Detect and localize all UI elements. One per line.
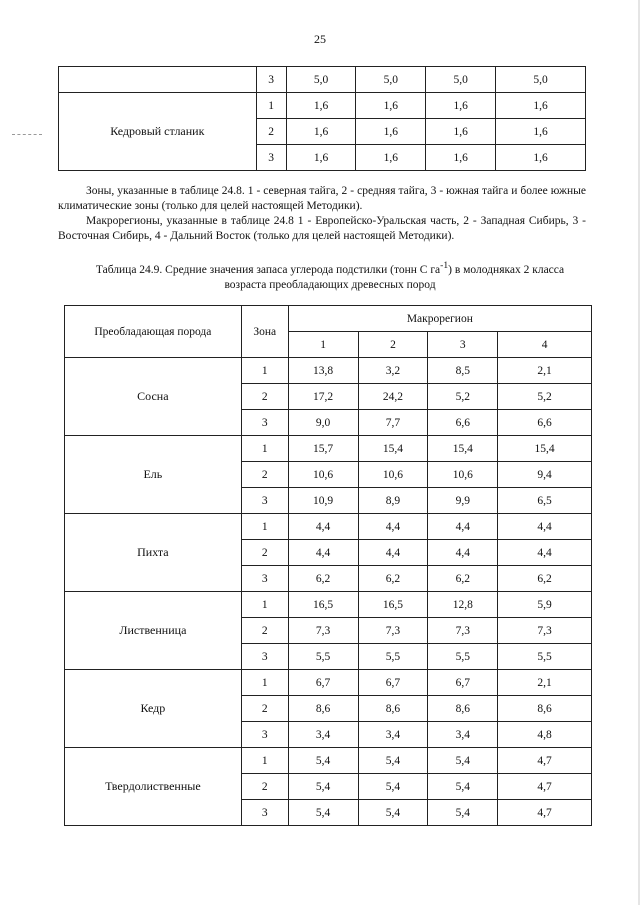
value-cell: 15,7 bbox=[288, 436, 358, 462]
value-cell: 1,6 bbox=[356, 93, 426, 119]
value-cell: 1,6 bbox=[496, 93, 586, 119]
value-cell: 15,4 bbox=[428, 436, 498, 462]
scan-mark bbox=[12, 134, 42, 135]
zone-cell: 1 bbox=[241, 358, 288, 384]
table-row bbox=[65, 670, 592, 696]
carryover-table-body bbox=[59, 67, 586, 171]
empty-cell bbox=[59, 67, 257, 93]
value-cell: 16,5 bbox=[288, 592, 358, 618]
species-cell: Ель bbox=[65, 436, 242, 514]
value-cell: 7,7 bbox=[358, 410, 428, 436]
value-cell: 4,4 bbox=[288, 540, 358, 566]
table-row bbox=[65, 748, 592, 774]
value-cell: 3,4 bbox=[358, 722, 428, 748]
value-cell: 5,5 bbox=[358, 644, 428, 670]
table-row bbox=[59, 67, 586, 93]
value-cell: 10,6 bbox=[358, 462, 428, 488]
value-cell: 3,2 bbox=[358, 358, 428, 384]
value-cell: 5,0 bbox=[356, 67, 426, 93]
value-cell: 6,7 bbox=[428, 670, 498, 696]
caption-unit-exponent: -1 bbox=[440, 260, 449, 271]
page-number: 25 bbox=[314, 32, 326, 46]
zone-cell: 3 bbox=[256, 145, 286, 171]
value-cell: 4,8 bbox=[498, 722, 592, 748]
value-cell: 1,6 bbox=[286, 93, 356, 119]
header-species: Преобладающая порода bbox=[65, 306, 242, 358]
value-cell: 1,6 bbox=[356, 119, 426, 145]
value-cell: 4,7 bbox=[498, 774, 592, 800]
value-cell: 16,5 bbox=[358, 592, 428, 618]
value-cell: 10,6 bbox=[288, 462, 358, 488]
value-cell: 1,6 bbox=[286, 119, 356, 145]
value-cell: 8,6 bbox=[288, 696, 358, 722]
zone-cell: 2 bbox=[241, 384, 288, 410]
value-cell: 8,6 bbox=[498, 696, 592, 722]
value-cell: 1,6 bbox=[496, 145, 586, 171]
species-cell: Кедр bbox=[65, 670, 242, 748]
value-cell: 1,6 bbox=[496, 119, 586, 145]
table-caption bbox=[80, 258, 580, 293]
value-cell: 5,5 bbox=[428, 644, 498, 670]
zone-cell: 1 bbox=[241, 436, 288, 462]
value-cell: 8,5 bbox=[428, 358, 498, 384]
value-cell: 6,7 bbox=[358, 670, 428, 696]
caption-text-end: ) в молодняках 2 класса возраста преобладающих древесных пород bbox=[224, 263, 565, 291]
zone-cell: 3 bbox=[256, 67, 286, 93]
value-cell: 1,6 bbox=[426, 119, 496, 145]
value-cell: 2,1 bbox=[498, 670, 592, 696]
zone-cell: 3 bbox=[241, 800, 288, 826]
value-cell: 7,3 bbox=[288, 618, 358, 644]
value-cell: 7,3 bbox=[428, 618, 498, 644]
value-cell: 6,2 bbox=[288, 566, 358, 592]
value-cell: 5,5 bbox=[498, 644, 592, 670]
header-macroregion: Макрорегион bbox=[288, 306, 591, 332]
carryover-table bbox=[58, 66, 586, 171]
zone-cell: 1 bbox=[256, 93, 286, 119]
value-cell: 6,2 bbox=[428, 566, 498, 592]
species-cell: Сосна bbox=[65, 358, 242, 436]
value-cell: 4,4 bbox=[498, 540, 592, 566]
value-cell: 4,4 bbox=[288, 514, 358, 540]
zone-cell: 3 bbox=[241, 722, 288, 748]
value-cell: 3,4 bbox=[288, 722, 358, 748]
value-cell: 8,6 bbox=[358, 696, 428, 722]
value-cell: 1,6 bbox=[356, 145, 426, 171]
value-cell: 1,6 bbox=[426, 145, 496, 171]
header-region-3: 3 bbox=[428, 332, 498, 358]
value-cell: 5,4 bbox=[428, 774, 498, 800]
zone-cell: 3 bbox=[241, 488, 288, 514]
zone-cell: 3 bbox=[241, 644, 288, 670]
zone-cell: 1 bbox=[241, 514, 288, 540]
value-cell: 24,2 bbox=[358, 384, 428, 410]
value-cell: 5,4 bbox=[288, 800, 358, 826]
value-cell: 5,4 bbox=[358, 774, 428, 800]
value-cell: 6,7 bbox=[288, 670, 358, 696]
value-cell: 7,3 bbox=[498, 618, 592, 644]
value-cell: 5,0 bbox=[426, 67, 496, 93]
value-cell: 15,4 bbox=[498, 436, 592, 462]
value-cell: 2,1 bbox=[498, 358, 592, 384]
caption-text-start: Таблица 24.9. Средние значения запаса углерода подстилки (тонн С га bbox=[95, 263, 441, 276]
zone-cell: 2 bbox=[241, 618, 288, 644]
value-cell: 5,4 bbox=[358, 800, 428, 826]
value-cell: 4,4 bbox=[358, 540, 428, 566]
macroregions-note: Макрорегионы, указанные в таблице 24.8 1 - Европейско-Уральская часть, 2 - Западная Сибирь, 3 - Восточная Сибирь, 4 - Дальний Восток (только для целей настоящей Методики). bbox=[58, 215, 586, 242]
species-cell: Пихта bbox=[65, 514, 242, 592]
value-cell: 10,6 bbox=[428, 462, 498, 488]
value-cell: 1,6 bbox=[286, 145, 356, 171]
zone-cell: 1 bbox=[241, 748, 288, 774]
value-cell: 5,4 bbox=[428, 748, 498, 774]
value-cell: 5,4 bbox=[358, 748, 428, 774]
value-cell: 12,8 bbox=[428, 592, 498, 618]
value-cell: 9,0 bbox=[288, 410, 358, 436]
value-cell: 9,4 bbox=[498, 462, 592, 488]
value-cell: 4,4 bbox=[428, 514, 498, 540]
value-cell: 1,6 bbox=[426, 93, 496, 119]
value-cell: 4,7 bbox=[498, 800, 592, 826]
zone-cell: 2 bbox=[256, 119, 286, 145]
header-region-4: 4 bbox=[498, 332, 592, 358]
value-cell: 6,6 bbox=[428, 410, 498, 436]
value-cell: 15,4 bbox=[358, 436, 428, 462]
zone-cell: 2 bbox=[241, 774, 288, 800]
value-cell: 4,7 bbox=[498, 748, 592, 774]
value-cell: 6,2 bbox=[358, 566, 428, 592]
litter-carbon-table bbox=[64, 305, 592, 826]
species-cell: Твердолиственные bbox=[65, 748, 242, 826]
value-cell: 10,9 bbox=[288, 488, 358, 514]
zone-cell: 2 bbox=[241, 696, 288, 722]
header-region-2: 2 bbox=[358, 332, 428, 358]
species-cell: Кедровый стланик bbox=[59, 93, 257, 171]
value-cell: 17,2 bbox=[288, 384, 358, 410]
litter-carbon-table-body bbox=[65, 358, 592, 826]
value-cell: 8,9 bbox=[358, 488, 428, 514]
value-cell: 6,2 bbox=[498, 566, 592, 592]
zone-cell: 1 bbox=[241, 592, 288, 618]
value-cell: 5,4 bbox=[288, 774, 358, 800]
value-cell: 4,4 bbox=[428, 540, 498, 566]
value-cell: 7,3 bbox=[358, 618, 428, 644]
zone-cell: 2 bbox=[241, 540, 288, 566]
header-zone: Зона bbox=[241, 306, 288, 358]
zones-note: Зоны, указанные в таблице 24.8. 1 - северная тайга, 2 - средняя тайга, 3 - южная тайга и более южные климатические зоны (только для целей настоящей Методики). bbox=[58, 185, 586, 212]
value-cell: 5,0 bbox=[496, 67, 586, 93]
zone-cell: 2 bbox=[241, 462, 288, 488]
zone-cell: 3 bbox=[241, 566, 288, 592]
zone-cell: 1 bbox=[241, 670, 288, 696]
value-cell: 8,6 bbox=[428, 696, 498, 722]
value-cell: 5,5 bbox=[288, 644, 358, 670]
value-cell: 5,0 bbox=[286, 67, 356, 93]
value-cell: 5,4 bbox=[288, 748, 358, 774]
value-cell: 4,4 bbox=[358, 514, 428, 540]
table-row bbox=[65, 358, 592, 384]
value-cell: 5,4 bbox=[428, 800, 498, 826]
value-cell: 5,9 bbox=[498, 592, 592, 618]
value-cell: 6,6 bbox=[498, 410, 592, 436]
value-cell: 13,8 bbox=[288, 358, 358, 384]
table-row bbox=[65, 514, 592, 540]
table-row bbox=[65, 436, 592, 462]
zone-cell: 3 bbox=[241, 410, 288, 436]
header-region-1: 1 bbox=[288, 332, 358, 358]
table-row bbox=[65, 592, 592, 618]
value-cell: 3,4 bbox=[428, 722, 498, 748]
value-cell: 4,4 bbox=[498, 514, 592, 540]
species-cell: Лиственница bbox=[65, 592, 242, 670]
value-cell: 9,9 bbox=[428, 488, 498, 514]
table-row bbox=[59, 93, 586, 119]
header-row bbox=[65, 306, 592, 332]
value-cell: 6,5 bbox=[498, 488, 592, 514]
value-cell: 5,2 bbox=[498, 384, 592, 410]
value-cell: 5,2 bbox=[428, 384, 498, 410]
